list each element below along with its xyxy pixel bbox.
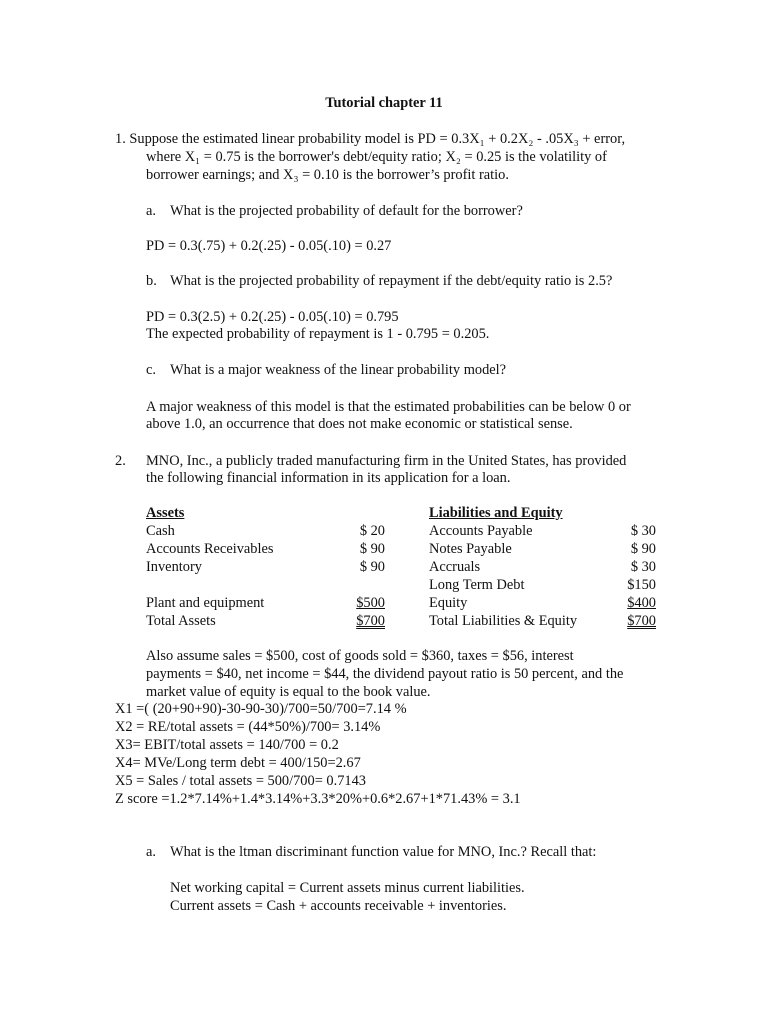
liabilities-header: Liabilities and Equity	[429, 505, 563, 521]
q1c-answer1: A major weakness of this model is that the estimated probabilities can be below 0 or	[146, 399, 631, 415]
liability-total-label: Total Liabilities & Equity	[429, 613, 578, 629]
calc-x1: X1 =( (20+90+90)-30-90-30)/700=50/700=7.14 %	[115, 701, 407, 717]
liability-label: Long Term Debt	[429, 577, 525, 593]
q1-line2: where X₁ = 0.75 is the borrower's debt/equity ratio; X₂ = 0.25 is the volatility of	[146, 149, 607, 165]
assets-header: Assets	[146, 505, 185, 521]
q2-line2: the following financial information in its application for a loan.	[146, 470, 511, 486]
liability-value: $400	[627, 595, 656, 611]
page-title: Tutorial chapter 11	[325, 95, 443, 111]
asset-label: Plant and equipment	[146, 595, 265, 611]
assumption-line1: Also assume sales = $500, cost of goods sold = $360, taxes = $56, interest	[146, 648, 574, 664]
calc-zscore: Z score =1.2*7.14%+1.4*3.14%+3.3*20%+0.6*2.67+1*71.43% = 3.1	[115, 791, 521, 807]
q2-number: 2.	[115, 453, 126, 469]
asset-total-value: $700	[356, 613, 385, 629]
q1a-question: What is the projected probability of default for the borrower?	[170, 203, 523, 219]
liability-total-value: $700	[627, 613, 656, 629]
q1-line3: borrower earnings; and X₃ = 0.10 is the borrower’s profit ratio.	[146, 167, 509, 183]
q1b-answer1: PD = 0.3(2.5) + 0.2(.25) - 0.05(.10) = 0.795	[146, 309, 399, 325]
q1-line1: 1. Suppose the estimated linear probability model is PD = 0.3X₁ + 0.2X₂ - .05X₃ + error,	[115, 131, 626, 147]
q2a-label: a.	[146, 844, 156, 860]
q1b-label: b.	[146, 273, 157, 289]
liability-label: Accounts Payable	[429, 523, 533, 539]
q1b-question: What is the projected probability of repayment if the debt/equity ratio is 2.5?	[170, 273, 613, 289]
liability-value: $150	[627, 577, 656, 593]
asset-value: $ 90	[359, 559, 385, 575]
asset-label: Accounts Receivables	[146, 541, 274, 557]
q1b-answer2: The expected probability of repayment is 1 - 0.795 = 0.205.	[146, 326, 490, 342]
q1c-answer2: above 1.0, an occurrence that does not make economic or statistical sense.	[146, 416, 573, 432]
calc-x5: X5 = Sales / total assets = 500/700= 0.7143	[115, 773, 366, 789]
asset-label: Inventory	[146, 559, 202, 575]
asset-value: $500	[356, 595, 385, 611]
q2-line1: MNO, Inc., a publicly traded manufacturing firm in the United States, has provided	[146, 453, 627, 469]
asset-label: Cash	[146, 523, 175, 539]
q1a-answer: PD = 0.3(.75) + 0.2(.25) - 0.05(.10) = 0.27	[146, 238, 392, 254]
q1c-label: c.	[146, 362, 156, 378]
liability-label: Equity	[429, 595, 468, 611]
recall-line1: Net working capital = Current assets minus current liabilities.	[170, 880, 525, 896]
liability-value: $ 30	[630, 559, 656, 575]
liability-label: Notes Payable	[429, 541, 512, 557]
q1a-label: a.	[146, 203, 156, 219]
liability-value: $ 90	[630, 541, 656, 557]
liability-label: Accruals	[429, 559, 481, 575]
q1c-question: What is a major weakness of the linear probability model?	[170, 362, 507, 378]
assumption-line3: market value of equity is equal to the book value.	[146, 684, 431, 700]
liability-value: $ 30	[630, 523, 656, 539]
calc-x2: X2 = RE/total assets = (44*50%)/700= 3.14%	[115, 719, 381, 735]
asset-total-label: Total Assets	[146, 613, 216, 629]
asset-value: $ 90	[359, 541, 385, 557]
q2a-question: What is the ltman discriminant function value for MNO, Inc.? Recall that:	[170, 844, 597, 860]
calc-x3: X3= EBIT/total assets = 140/700 = 0.2	[115, 737, 339, 753]
assumption-line2: payments = $40, net income = $44, the dividend payout ratio is 50 percent, and the	[146, 666, 624, 682]
calc-x4: X4= MVe/Long term debt = 400/150=2.67	[115, 755, 361, 771]
recall-line2: Current assets = Cash + accounts receivable + inventories.	[170, 898, 507, 914]
asset-value: $ 20	[359, 523, 385, 539]
